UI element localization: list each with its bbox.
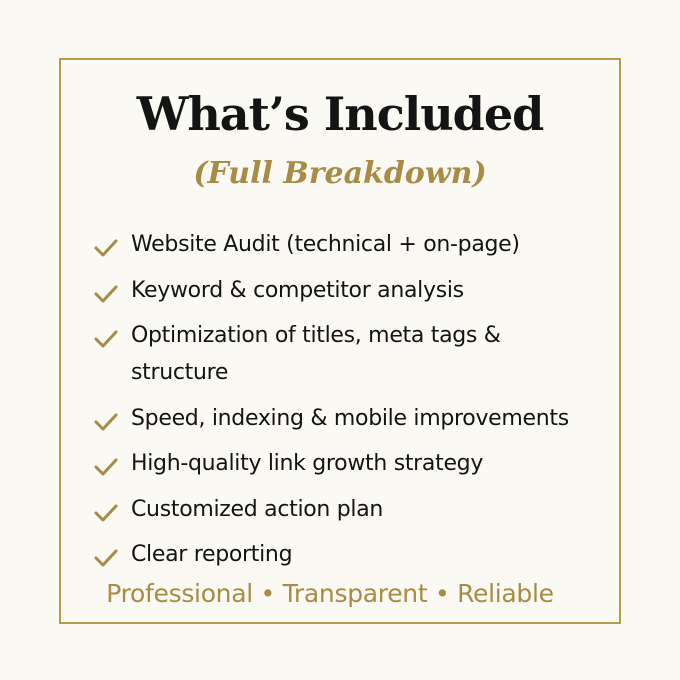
check-icon xyxy=(93,455,119,479)
tagline: Professional • Transparent • Reliable xyxy=(106,579,554,608)
list-item xyxy=(93,400,653,437)
list-item-label: Customized action plan xyxy=(131,496,384,522)
list-item-label: Optimization of titles, meta tags & structure xyxy=(131,323,501,385)
included-list xyxy=(93,226,653,582)
list-item xyxy=(93,272,653,309)
list-item xyxy=(93,317,653,391)
list-item-label: Website Audit (technical + on-page) xyxy=(131,232,520,257)
check-icon xyxy=(93,546,119,570)
list-item xyxy=(93,536,653,573)
list-item-label: Keyword & competitor analysis xyxy=(131,277,464,303)
list-item xyxy=(93,491,653,528)
list-item-label: Clear reporting xyxy=(131,542,293,567)
check-icon xyxy=(93,410,119,434)
check-icon xyxy=(93,501,119,525)
list-item-label: High-quality link growth strategy xyxy=(131,451,484,476)
card-title: What’s Included xyxy=(136,87,544,141)
check-icon xyxy=(93,327,119,351)
check-icon xyxy=(93,282,119,306)
list-item-label: Speed, indexing & mobile improvements xyxy=(131,405,569,431)
list-item xyxy=(93,445,653,482)
card-subtitle: (Full Breakdown) xyxy=(193,156,487,191)
check-icon xyxy=(93,236,119,260)
list-item xyxy=(93,226,653,263)
